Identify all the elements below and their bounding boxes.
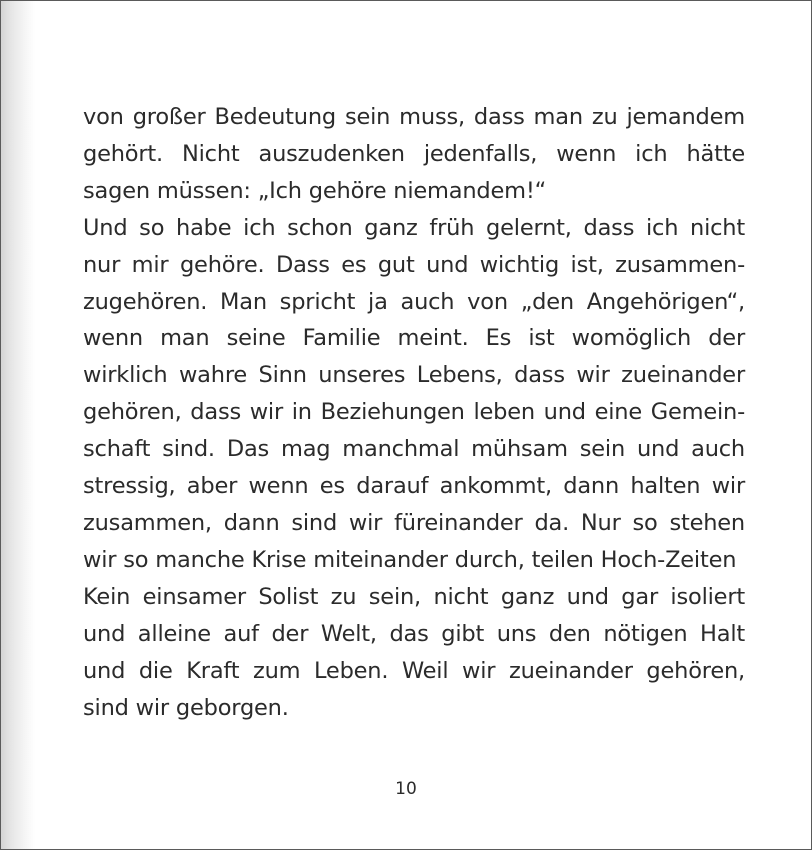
paragraph-2 (83, 210, 745, 579)
text-line: und die Kraft zum Leben. Weil wir zueinander gehören, (83, 657, 745, 684)
text-line: Und so habe ich schon ganz früh gelernt, dass ich nicht (83, 214, 745, 241)
page-number: 10 (395, 779, 417, 799)
text-line: nur mir gehöre. Dass es gut und wichtig ist, zusammen- (83, 251, 745, 278)
text-line: schaft sind. Das mag manchmal mühsam sein und auch (83, 436, 745, 463)
text-line: wir so manche Krise miteinander durch, teilen Hoch-Zeiten (83, 546, 737, 573)
text-line: gehört. Nicht auszudenken jedenfalls, wenn ich hätte (83, 140, 745, 167)
page-gutter-shadow (1, 1, 35, 849)
text-line: von großer Bedeutung sein muss, dass man zu jemandem (83, 104, 745, 130)
body-text (83, 99, 745, 726)
paragraph-3 (83, 579, 745, 727)
text-line: zugehören. Man spricht ja auch von „den Angehörigen“, (83, 288, 745, 315)
text-line: sagen müssen: „Ich gehöre niemandem!“ (83, 177, 547, 204)
text-line: sind wir geborgen. (83, 694, 289, 721)
paragraph-1 (83, 99, 745, 210)
text-line: Kein einsamer Solist zu sein, nicht ganz und gar isoliert (83, 583, 745, 610)
text-line: wenn man seine Familie meint. Es ist womöglich der (83, 325, 745, 352)
text-line: und alleine auf der Welt, das gibt uns den nötigen Halt (83, 620, 745, 647)
text-line: stressig, aber wenn es darauf ankommt, dann halten wir (83, 473, 745, 500)
text-line: zusammen, dann sind wir füreinander da. Nur so stehen (83, 509, 745, 536)
text-line: gehören, dass wir in Beziehungen leben und eine Gemein- (83, 399, 745, 426)
text-line: wirklich wahre Sinn unseres Lebens, dass wir zueinander (83, 362, 745, 389)
